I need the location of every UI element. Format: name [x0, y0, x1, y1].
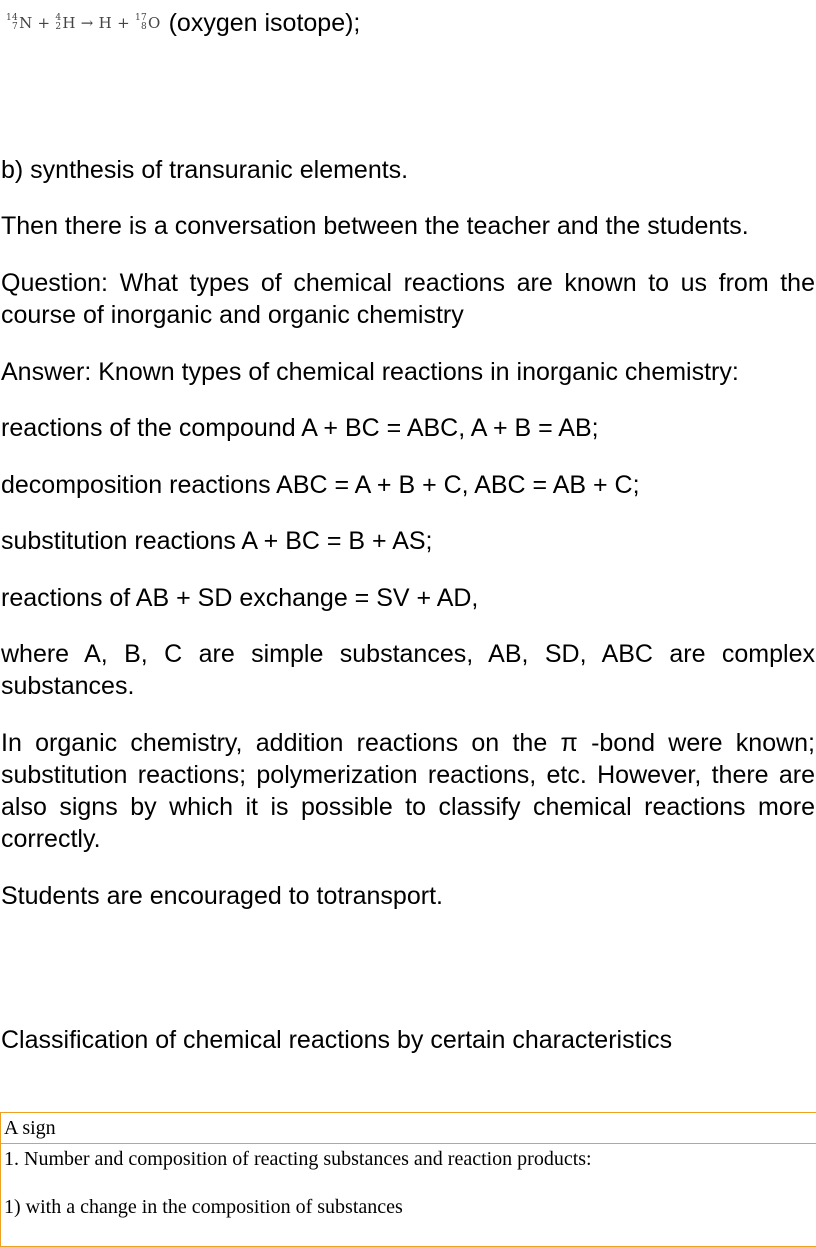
paragraph-question: Question: What types of chemical reactions are known to us from the course of inorganic and organic chemistry: [1, 267, 815, 331]
helium-mass-number: 4: [55, 14, 61, 23]
table-header-cell: [1, 1113, 816, 1144]
classification-table: [0, 1112, 816, 1247]
paragraph-compound-reactions: reactions of the compound A + BC = ABC, A + B = AB;: [1, 412, 815, 444]
reaction-arrow: →: [81, 14, 94, 32]
paragraph-substances: where A, B, C are simple substances, AB, SD, ABC are complex substances.: [1, 638, 815, 702]
paragraph-conversation: Then there is a conversation between the teacher and the students.: [1, 210, 815, 242]
helium-nucleus: [55, 14, 75, 32]
equation-note: (oxygen isotope);: [169, 9, 361, 38]
oxygen-nucleus: [135, 14, 161, 32]
paragraph-exchange-reactions: reactions of AB + SD exchange = SV + AD,: [1, 582, 815, 614]
paragraph-answer: Answer: Known types of chemical reactions in inorganic chemistry:: [1, 356, 815, 388]
nitrogen-symbol: N: [19, 14, 32, 32]
helium-symbol: H: [62, 14, 75, 32]
table-cell-line-2: 1) with a change in the composition of substances: [4, 1194, 816, 1220]
nitrogen-nucleus: [6, 14, 33, 32]
hydrogen-symbol: H: [99, 14, 112, 32]
paragraph-students: Students are encouraged to totransport.: [1, 880, 815, 912]
nitrogen-atomic-number: 7: [6, 23, 18, 32]
oxygen-mass-number: 17: [135, 14, 147, 23]
paragraph-organic-chemistry: In organic chemistry, addition reactions on the π -bond were known; substitution reactions; polymerization reactions, etc. However, there are also signs by which it is possible to classify chemical reactions more correctly.: [1, 727, 815, 855]
table-row: [1, 1144, 816, 1247]
oxygen-symbol: O: [148, 14, 161, 32]
table-cell-line-1: 1. Number and composition of reacting substances and reaction products:: [4, 1146, 816, 1172]
table-cell: [1, 1144, 816, 1247]
oxygen-atomic-number: 8: [135, 23, 147, 32]
paragraph-substitution-reactions: substitution reactions A + BC = B + AS;: [1, 525, 815, 557]
plus-sign: +: [38, 14, 51, 32]
nuclear-equation: [6, 14, 161, 32]
nuclear-equation-line: [6, 6, 360, 40]
plus-sign: +: [117, 14, 130, 32]
table-header-text: A sign: [4, 1115, 816, 1141]
section-heading: Classification of chemical reactions by certain characteristics: [1, 1024, 815, 1056]
helium-atomic-number: 2: [55, 23, 61, 32]
paragraph-transuranic: b) synthesis of transuranic elements.: [1, 154, 815, 186]
table-header-row: [1, 1113, 816, 1144]
nitrogen-mass-number: 14: [6, 14, 18, 23]
paragraph-decomposition-reactions: decomposition reactions ABC = A + B + C, ABC = AB + C;: [1, 469, 815, 501]
